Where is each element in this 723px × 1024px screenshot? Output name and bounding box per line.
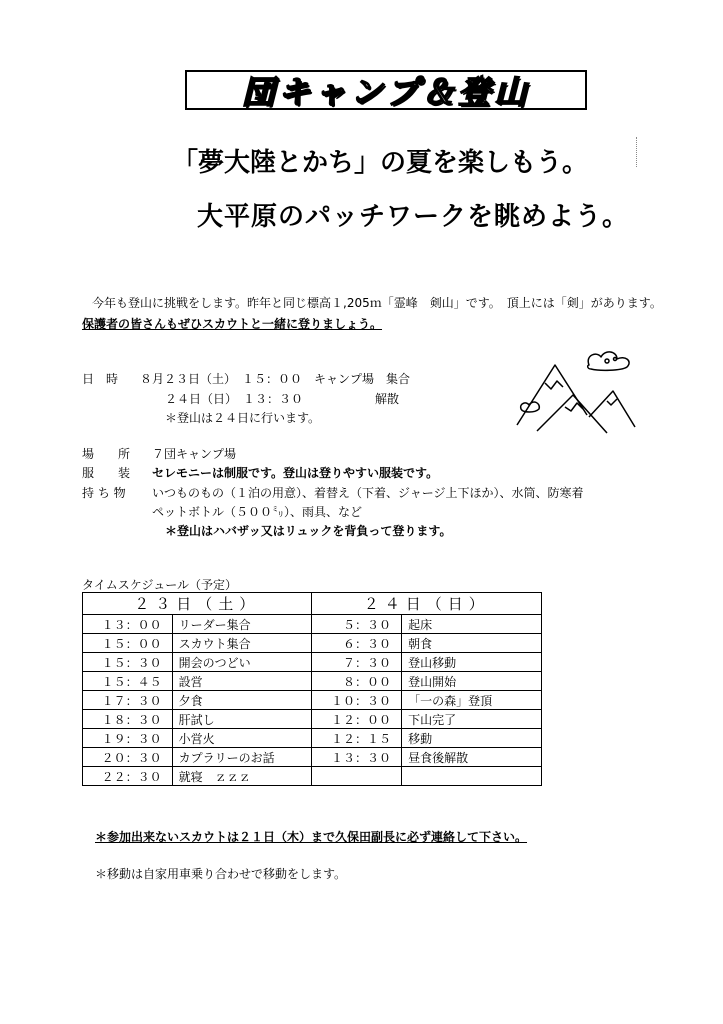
day2-event-cell: 「一の森」登頂 [402,691,542,710]
table-row [83,634,542,653]
day1-event-cell: カプラリーのお話 [172,748,312,767]
day1-event-cell: スカウト集合 [172,634,312,653]
page-title: 団キャンプ＆登山 [241,73,530,111]
day2-event-cell: 登山開始 [402,672,542,691]
day1-time-cell: １３：００ [83,615,173,634]
day1-time-cell: １５：００ [83,634,173,653]
day2-event-cell: 朝食 [402,634,542,653]
day1-event-cell: 就寝 ｚｚｚ [172,767,312,786]
day1-event-cell: 小営火 [172,729,312,748]
day1-time-cell: ２２：３０ [83,767,173,786]
table-row [83,672,542,691]
day2-time-cell: １０：３０ [312,691,402,710]
day1-event-cell: リーダー集合 [172,615,312,634]
mountains-clouds-icon [515,345,645,437]
dress-value: セレモニーは制服です。登山は登りやすい服装です。 [152,466,439,480]
place-label: 場 所 [82,447,131,461]
day1-time-cell: １９：３０ [83,729,173,748]
subtitle-1: 「夢大陸とかち」の夏を楽しもう。 [172,148,589,178]
intro-line-1: 今年も登山に挑戦をします。昨年と同じ標高１,205ｍ「霊峰 剣山」です。 頂上には「剣」があります。 [92,296,662,310]
day2-time-cell: ７：３０ [312,653,402,672]
table-row [83,710,542,729]
day2-event-cell: 下山完了 [402,710,542,729]
dress-label: 服 装 [82,466,131,480]
day2-event-cell [402,767,542,786]
title-box [185,70,587,110]
day2-event-cell: 移動 [402,729,542,748]
day1-header: ２３日（土） [83,593,312,615]
day2-time-cell: ５：３０ [312,615,402,634]
day1-event-cell: 肝試し [172,710,312,729]
table-row [83,691,542,710]
day2-event-cell: 登山移動 [402,653,542,672]
belongings-label: 持 ち 物 [82,486,126,500]
datetime-note: ＊登山は２４日に行います。 [165,411,321,425]
table-row [83,615,542,634]
day1-event-cell: 開会のつどい [172,653,312,672]
day2-time-cell: ８：００ [312,672,402,691]
day1-time-cell: １５：４５ [83,672,173,691]
day1-time-cell: １８：３０ [83,710,173,729]
day2-time-cell: １２：１５ [312,729,402,748]
subtitle-2: 大平原のパッチワークを眺めよう。 [197,202,630,232]
day1-time-cell: ２０：３０ [83,748,173,767]
belongings-line-1: いつものもの（１泊の用意）、着替え（下着、ジャージ上下ほか）、水筒、防寒着 [152,486,584,500]
day1-time-cell: １５：３０ [83,653,173,672]
day2-time-cell: １３：３０ [312,748,402,767]
day2-header: ２４日（日） [312,593,542,615]
day2-time-cell [312,767,402,786]
schedule-title: タイムスケジュール（予定） [82,578,238,592]
belongings-line-2: ペットボトル（５００㍉）、雨具、など [152,505,363,519]
day2-event-cell: 昼食後解散 [402,748,542,767]
table-row [83,653,542,672]
day1-event-cell: 夕食 [172,691,312,710]
day1-event-cell: 設営 [172,672,312,691]
intro-line-2: 保護者の皆さんもぜひスカウトと一緒に登りましょう。 [82,317,383,331]
datetime-label: 日 時 [82,372,119,386]
place-value: ７団キャンプ場 [152,447,237,461]
dotted-divider [636,137,637,167]
day2-time-cell: １２：００ [312,710,402,729]
day2-event-cell: 起床 [402,615,542,634]
table-row [83,729,542,748]
table-row [83,767,542,786]
belongings-note: ＊登山はハバザッ又はリュックを背負って登ります。 [165,524,452,538]
note-line-2: ＊移動は自家用車乗り合わせで移動をします。 [95,867,347,881]
datetime-line-2: ２４日（日） １３：３０ 解散 [165,392,400,406]
schedule-table [82,592,542,786]
datetime-line-1: ８月２３日（土） １５：００ キャンプ場 集合 [140,372,411,386]
day2-time-cell: ６：３０ [312,634,402,653]
day1-time-cell: １７：３０ [83,691,173,710]
note-line-1: ＊参加出来ないスカウトは２１日（木）まで久保田副長に必ず連絡して下さい。 [95,830,528,844]
table-row [83,748,542,767]
